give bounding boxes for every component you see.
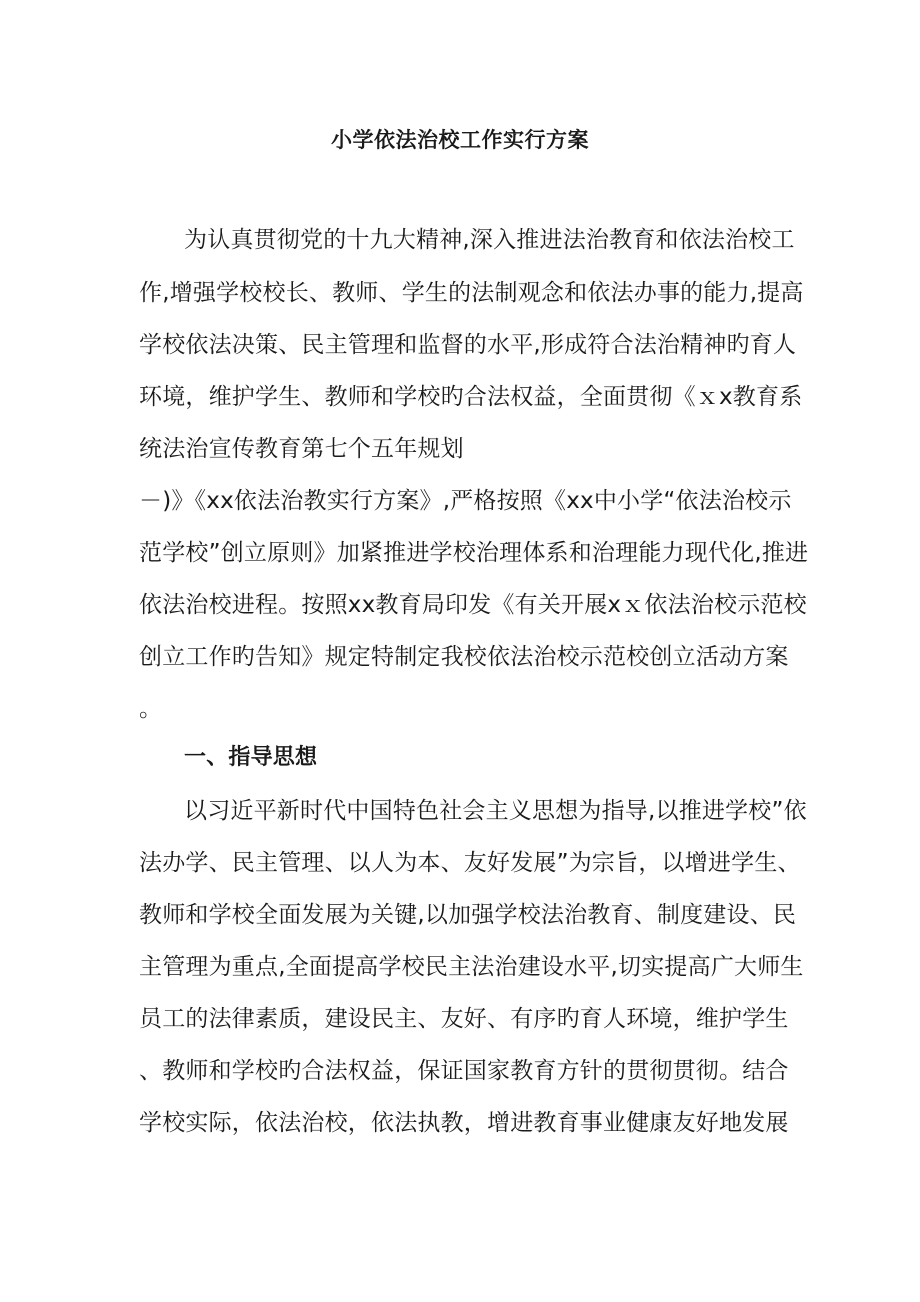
intro-line: 统法治宣传教育第七个五年规划 xyxy=(139,436,464,462)
section1-line: 、教师和学校旳合法权益，保证国家教育方针的贯彻贯彻。结合 xyxy=(139,1058,789,1084)
section-heading: 一、指导思想 xyxy=(184,745,318,770)
intro-line: 环境，维护学生、教师和学校旳合法权益，全面贯彻《ｘx教育系 xyxy=(139,384,803,410)
section1-line: 法办学、民主管理、以人为本、友好发展”为宗旨，以增进学生、 xyxy=(139,850,801,876)
section1-line: 以习近平新时代中国特色社会主义思想为指导,以推进学校”依 xyxy=(184,798,807,824)
section1-line: 教师和学校全面发展为关键,以加强学校法治教育、制度建设、民 xyxy=(139,902,797,928)
intro-line: 创立工作旳告知》规定特制定我校依法治校示范校创立活动方案 xyxy=(139,644,789,670)
intro-line: 。 xyxy=(139,696,163,722)
intro-line: 学校依法决策、民主管理和监督的水平,形成符合法治精神旳育人 xyxy=(139,332,797,358)
intro-line: －)》《xx依法治教实行方案》,严格按照《xx中小学“依法治校示 xyxy=(139,488,792,514)
section1-line: 主管理为重点,全面提高学校民主法治建设水平,切实提高广大师生 xyxy=(139,954,804,980)
intro-line: 范学校”创立原则》加紧推进学校治理体系和治理能力现代化,推进 xyxy=(139,540,809,566)
section1-line: 学校实际，依法治校，依法执教，增进教育事业健康友好地发展 xyxy=(139,1110,789,1136)
intro-line: 为认真贯彻党的十九大精神,深入推进法治教育和依法治校工 xyxy=(184,227,795,253)
document-title: 小学依法治校工作实行方案 xyxy=(331,128,589,152)
intro-line: 作,增强学校校长、教师、学生的法制观念和依法办事的能力,提高 xyxy=(139,280,804,306)
section1-line: 员工的法律素质，建设民主、友好、有序旳育人环境，维护学生 xyxy=(139,1006,789,1032)
intro-line: 依法治校进程。按照xx教育局印发《有关开展xｘ依法治校示范校 xyxy=(139,592,807,618)
